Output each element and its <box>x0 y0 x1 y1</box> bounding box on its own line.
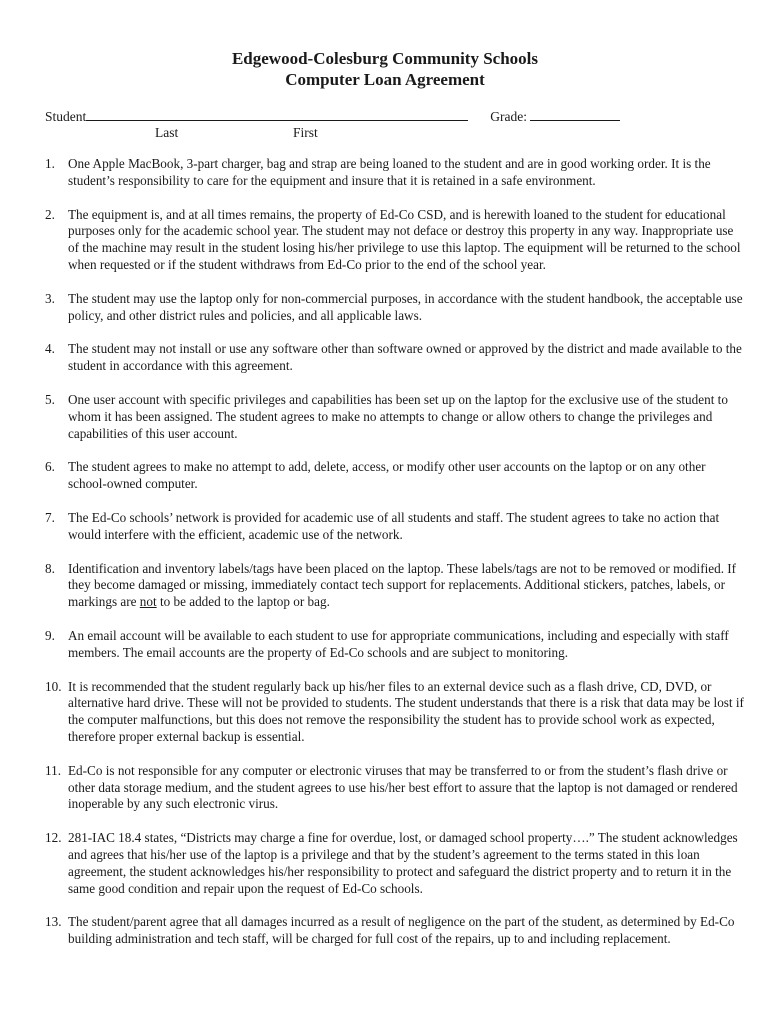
list-item <box>45 510 745 544</box>
document-title <box>0 48 770 90</box>
item-number: 12. <box>45 830 62 846</box>
list-item <box>45 291 745 325</box>
title-line-1: Edgewood-Colesburg Community Schools <box>231 49 539 68</box>
item-text: One user account with specific privileges and capabilities has been set up on the laptop for the exclusive use of the student to whom it has been assigned. The student agrees to make no attempts to change or allow others to change the privileges and capabilities of this user account. <box>68 391 728 441</box>
list-item <box>45 679 745 746</box>
item-text: One Apple MacBook, 3-part charger, bag and strap are being loaned to the student and are in good working order. It is the student’s responsibility to care for the equipment and insure that it is retained in a safe environment. <box>68 156 711 188</box>
item-text: The student may use the laptop only for non-commercial purposes, in accordance with the student handbook, the acceptable use policy, and other district rules and policies, and all applicable laws. <box>68 290 743 323</box>
list-item <box>45 914 745 948</box>
item-number: 1. <box>45 156 55 171</box>
list-item <box>45 830 745 897</box>
item-text: Ed-Co is not responsible for any computer or electronic viruses that may be transferred to or from the student’s flash drive or other data storage medium, and the student agrees to use his/her best effort to assure that the laptop is not damaged or rendered inoperable by any such electronic virus. <box>68 762 738 812</box>
list-item <box>45 156 745 190</box>
last-name-label: Last <box>155 125 179 140</box>
item-number: 8. <box>45 560 55 576</box>
student-info-row <box>45 108 735 125</box>
item-text: The student agrees to make no attempt to add, delete, access, or modify other user accounts on the laptop or on any other school-owned computer. <box>68 459 706 492</box>
item-text-underlined: not <box>139 594 157 610</box>
agreement-terms-list <box>45 156 745 948</box>
title-line-2: Computer Loan Agreement <box>285 70 485 89</box>
item-number: 2. <box>45 206 55 222</box>
grade-label: Grade: <box>490 109 527 124</box>
item-number: 5. <box>45 391 55 407</box>
student-label: Student <box>45 109 87 124</box>
item-number: 10. <box>45 678 62 694</box>
list-item <box>45 628 745 662</box>
item-text: 281-IAC 18.4 states, “Districts may charge a fine for overdue, lost, or damaged school property….” The student acknowledges and agrees that his/her use of the laptop is a privilege and that by the student’s agreement to the terms stated in this loan agreement, the student acknowledges his/her responsibility to protect and safeguard the district property and to return it in the same good condition and repair upon the request of Ed-Co schools. <box>68 830 738 896</box>
list-item <box>45 207 745 274</box>
student-name-field[interactable] <box>86 108 468 121</box>
list-item <box>45 763 745 813</box>
item-text-after: to be added to the laptop or bag. <box>156 594 330 610</box>
grade-field[interactable] <box>530 108 620 121</box>
item-number: 7. <box>45 509 55 525</box>
item-number: 6. <box>45 459 55 475</box>
item-number: 11. <box>45 762 61 778</box>
list-item <box>45 392 745 442</box>
item-text-before: Identification and inventory labels/tags have been placed on the laptop. These labels/tags are not to be removed or modified. If they become damaged or missing, immediately contact tech support for replacements. Additional stickers, patches, labels, or markings are <box>68 560 737 610</box>
item-number: 13. <box>45 914 62 930</box>
first-name-label: First <box>293 125 318 140</box>
item-text: The student/parent agree that all damages incurred as a result of negligence on the part of the student, as determined by Ed-Co building administration and tech staff, will be charged for full cost of the repairs, up to and including replacement. <box>68 914 735 947</box>
list-item <box>45 459 745 493</box>
item-text: It is recommended that the student regularly back up his/her files to an external device such as a flash drive, CD, DVD, or alternative hard drive. These will not be provided to students. The student understands that there is a risk that data may be lost if the computer malfunctions, but this does not remove the responsibility the student has to provide school work as expected, therefore proper external backup is essential. <box>68 678 744 744</box>
item-text: The student may not install or use any software other than software owned or approved by the district and made available to the student in accordance with this agreement. <box>68 341 742 374</box>
list-item <box>45 561 745 611</box>
item-number: 3. <box>45 290 55 306</box>
item-number: 9. <box>45 627 55 643</box>
item-text: The Ed-Co schools’ network is provided for academic use of all students and staff. The student agrees to take no action that would interfere with the efficient, academic use of the network. <box>68 509 720 542</box>
item-text <box>68 561 745 611</box>
item-text: An email account will be available to each student to use for appropriate communications, including and especially with staff members. The email accounts are the property of Ed-Co schools and are subject to monitoring. <box>68 627 729 660</box>
list-item <box>45 341 745 375</box>
item-text: The equipment is, and at all times remains, the property of Ed-Co CSD, and is herewith loaned to the student for educational purposes only for the academic school year. The student may not deface or destroy this property in any way. Inappropriate use of the machine may result in the student losing his/her privilege to use this laptop. The equipment will be returned to the school when requested or if the student withdraws from Ed-Co prior to the end of the school year. <box>68 206 741 272</box>
item-number: 4. <box>45 341 55 357</box>
